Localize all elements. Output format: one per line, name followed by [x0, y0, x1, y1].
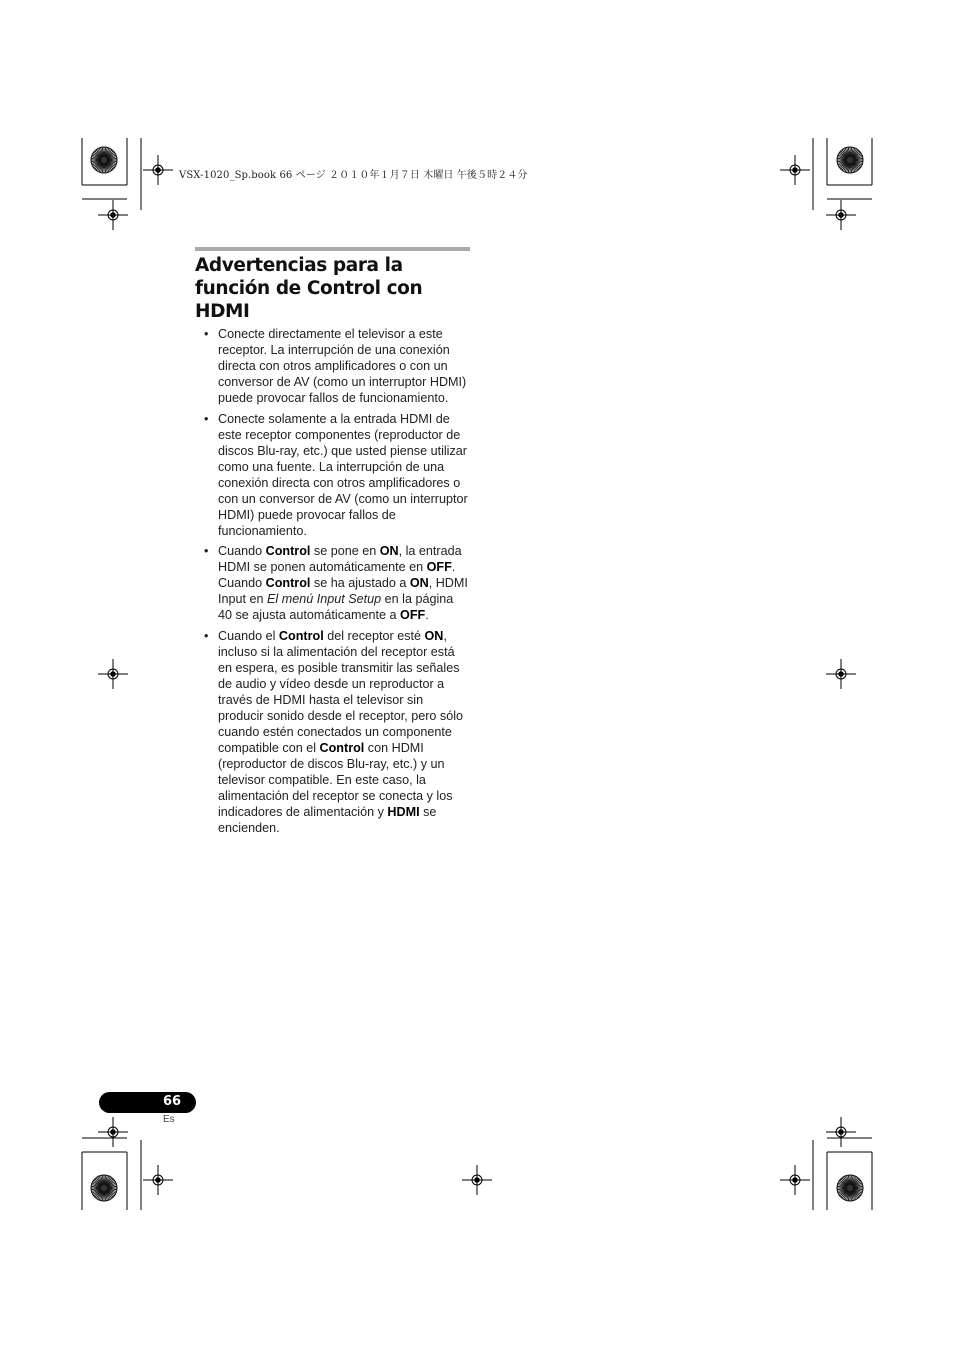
text-run: se pone en — [310, 544, 380, 558]
bullet-glyph: • — [204, 327, 209, 341]
text-run: en la página 40 se ajusta automáticamente a — [218, 592, 454, 622]
list-item — [195, 628, 470, 836]
bold-term: OFF — [426, 560, 452, 574]
bullet-glyph: • — [204, 411, 209, 426]
text-run: , la entrada HDMI se ponen automáticamente en — [218, 544, 462, 574]
color-bar-center — [847, 1185, 854, 1192]
text-run: . — [425, 608, 429, 622]
color-bar-center — [101, 157, 108, 164]
color-bar-center — [101, 1185, 108, 1192]
registration-dot — [838, 1129, 844, 1135]
warnings-list — [195, 326, 470, 836]
registration-dot — [838, 212, 844, 218]
print-header: VSX-1020_Sp.book 66 ページ ２０１０年１月７日 木曜日 午後５時２４分 — [179, 170, 528, 181]
bold-term: ON — [379, 544, 399, 558]
registration-dot — [110, 671, 116, 677]
bullet-glyph: • — [204, 628, 209, 643]
text-run: con HDMI (reproductor de discos Blu-ray, etc.) y un televisor compatible. En este caso, la alimentación del receptor se conecta y los indicadores de alimentación y — [218, 740, 453, 819]
page-language: Es — [163, 1114, 175, 1125]
text-run: Conecte solamente a la entrada HDMI de este receptor componentes (reproductor de discos Blu-ray, etc.) que usted piense utilizar como una fuente. La interrupción de una conexión directa con otros amplificadores o con un conversor de AV (como un interruptor HDMI) puede provocar fallos de funcionamiento. — [218, 411, 468, 538]
warnings-section — [195, 247, 470, 840]
bold-term: Control — [265, 544, 311, 558]
registration-dot — [474, 1177, 480, 1183]
text-run: Cuando — [218, 544, 266, 558]
bullet-glyph: • — [204, 544, 209, 558]
reference-text: El menú Input Setup — [267, 592, 382, 606]
list-item — [195, 326, 470, 406]
registration-dot — [155, 1177, 161, 1183]
text-run: Cuando el — [218, 628, 279, 643]
registration-dot — [838, 671, 844, 677]
section-rule — [195, 247, 470, 251]
registration-dot — [792, 167, 798, 173]
page-number: 66 — [162, 1094, 182, 1109]
bold-term: HDMI — [387, 804, 420, 819]
text-run: se encienden. — [218, 804, 437, 835]
text-run: se ha ajustado a — [310, 576, 410, 590]
bold-term: OFF — [400, 608, 426, 622]
bold-term: ON — [424, 628, 444, 643]
color-bar-center — [847, 157, 854, 164]
registration-dot — [110, 212, 116, 218]
text-run: , HDMI Input en — [218, 576, 468, 606]
bold-term: Control — [278, 628, 324, 643]
registration-dot — [155, 167, 161, 173]
registration-dot — [110, 1129, 116, 1135]
text-run: . Cuando — [218, 560, 456, 590]
bold-term: Control — [319, 740, 365, 755]
text-run: Conecte directamente el televisor a este receptor. La interrupción de una conexión directa con otros amplificadores o con un conversor de AV (como un interruptor HDMI) puede provocar fallos de funcionamiento. — [218, 327, 467, 405]
section-title: Advertencias para la función de Control con HDMI — [195, 255, 423, 322]
bold-term: ON — [409, 576, 429, 590]
text-run: , incluso si la alimentación del receptor está en espera, es posible transmitir las señales de audio y vídeo desde un reproductor a través de HDMI hasta el televisor sin producir sonido desde el receptor, pero sólo cuando estén conectados un componente compatible con el — [218, 628, 464, 755]
text-run: del receptor esté — [323, 628, 425, 643]
list-item — [195, 543, 470, 623]
registration-dot — [792, 1177, 798, 1183]
bold-term: Control — [265, 576, 311, 590]
list-item — [195, 411, 470, 539]
